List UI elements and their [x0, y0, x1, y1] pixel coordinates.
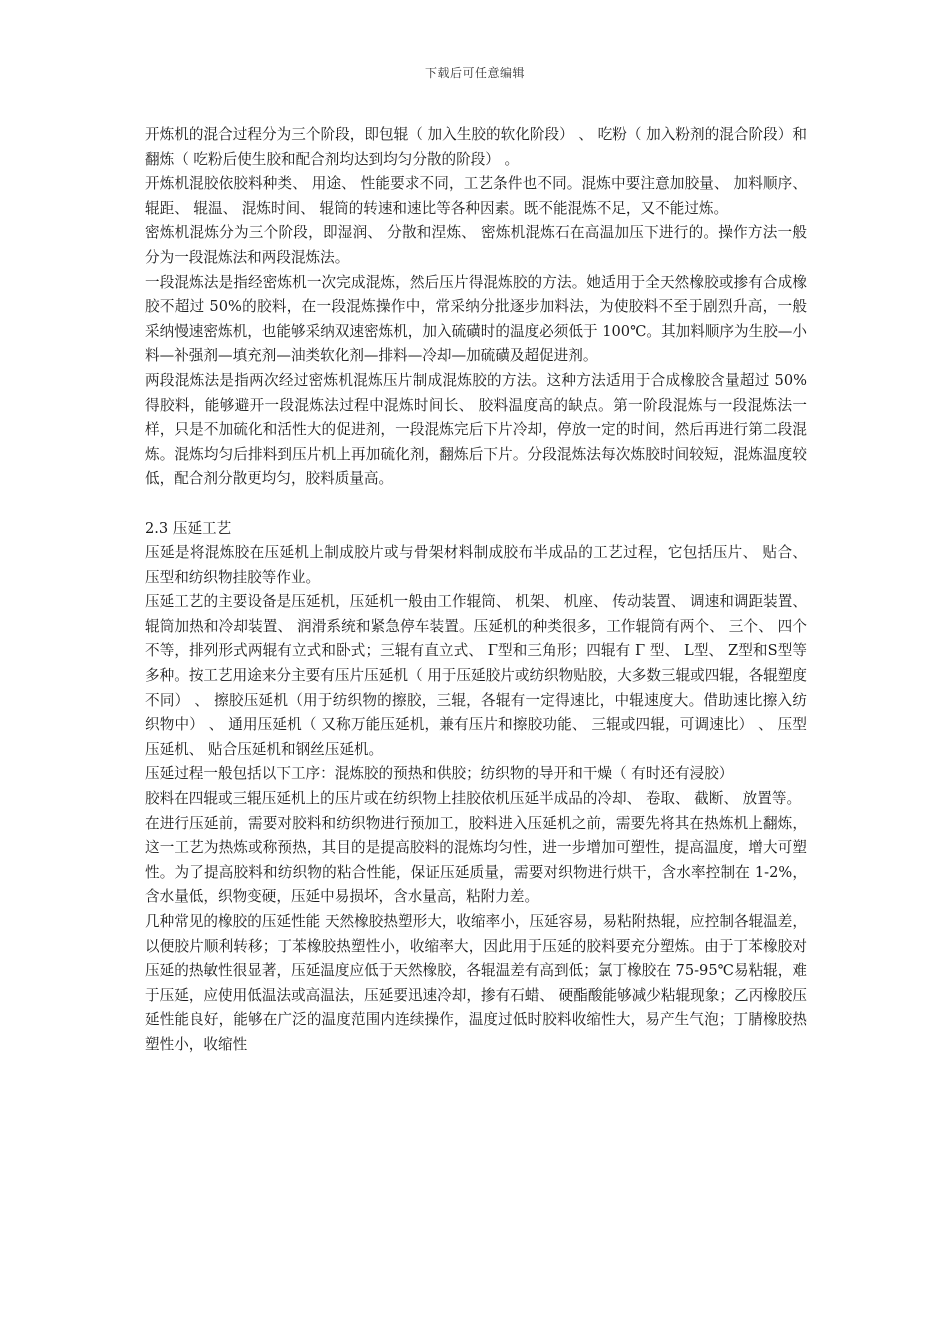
paragraph-two-stage-mixing: 两段混炼法是指两次经过密炼机混炼压片制成混炼胶的方法。这种方法适用于合成橡胶含量超过 50%得胶料，能够避开一段混炼法过程中混炼时间长、 胶料温度高的缺点。第一阶段混炼与一段混炼法一样，只是不加硫化和活性大的促进剂，一段混炼完后下片冷却，停放一定的时间，然后再进行第二段混炼。混炼均匀后排料到压片机上再加硫化剂，翻炼后下片。分段混炼法每次炼胶时间较短，混炼温度较低，配合剂分散更均匀，胶料质量高。 — [145, 371, 807, 488]
document-body — [145, 123, 807, 1058]
paragraph-calendering-process: 压延过程一般包括以下工序：混炼胶的预热和供胶；纺织物的导开和干燥（ 有时还有浸胶） — [145, 765, 734, 783]
paragraph-rubber-calendering-properties: 几种常见的橡胶的压延性能 天然橡胶热塑形大，收缩率小，压延容易，易粘附热辊，应控制各辊温差，以便胶片顺利转移；丁苯橡胶热塑性小，收缩率大，因此用于压延的胶料要充分塑炼。由于丁苯橡胶对压延的热敏性很显著，压延温度应低于天然橡胶，各辊温差有高到低；氯丁橡胶在 75-95℃易粘辊，难于压延，应使用低温法或高温法，压延要迅速冷却，掺有石蜡、 硬酯酸能够减少粘辊现象；乙丙橡胶压延性能良好，能够在广泛的温度范围内连续操作，温度过低时胶料收缩性大，易产生气泡；丁腈橡胶热塑性小，收缩性 — [145, 913, 807, 1053]
paragraph-calender-equipment: 压延工艺的主要设备是压延机，压延机一般由工作辊筒、 机架、 机座、 传动装置、 调速和调距装置、 辊筒加热和冷却装置、 润滑系统和紧急停车装置。压延机的种类很多，工作辊筒有两个、 三个、 四个不等，排列形式两辊有立式和卧式；三辊有直立式、 Γ型和三角形；四辊有 Γ 型、 L型、 Z型和S型等多种。按工艺用途来分主要有压片压延机（ 用于压延胶片或纺织物贴胶，大多数三辊或四辊，各辊塑度不同） 、 擦胶压延机（用于纺织物的擦胶，三辊，各辊有一定得速比，中辊速度大。借助速比擦入纺织物中） 、 通用压延机（ 又称万能压延机，兼有压片和擦胶功能、 三辊或四辊，可调速比） 、 压型压延机、 贴合压延机和钢丝压延机。 — [145, 593, 807, 758]
paragraph-open-mill-conditions: 开炼机混胶依胶料种类、 用途、 性能要求不同，工艺条件也不同。混炼中要注意加胶量、 加料顺序、 辊距、 辊温、 混炼时间、 辊筒的转速和速比等各种因素。既不能混炼不足，又不能过炼。 — [145, 175, 807, 217]
section-heading: 2.3 压延工艺 — [145, 519, 232, 537]
paragraph-calendering-definition: 压延是将混炼胶在压延机上制成胶片或与骨架材料制成胶布半成品的工艺过程，它包括压片、 贴合、 压型和纺织物挂胶等作业。 — [145, 544, 807, 586]
paragraph-pre-processing: 在进行压延前，需要对胶料和纺织物进行预加工，胶料进入压延机之前，需要先将其在热炼机上翻炼，这一工艺为热炼或称预热，其目的是提高胶料的混炼均匀性，进一步增加可塑性，提高温度，增大可塑性。为了提高胶料和纺织物的粘合性能，保证压延质量，需要对织物进行烘干，含水率控制在 1-2%，含水量低，织物变硬，压延中易损坏，含水量高，粘附力差。 — [145, 814, 807, 906]
paragraph-internal-mixer-stages: 密炼机混炼分为三个阶段，即湿润、 分散和涅炼、 密炼机混炼石在高温加压下进行的。操作方法一般分为一段混炼法和两段混炼法。 — [145, 224, 807, 266]
page-header: 下载后可任意编辑 — [424, 66, 525, 80]
paragraph-mixing-stages: 开炼机的混合过程分为三个阶段，即包辊（ 加入生胶的软化阶段） 、 吃粉（ 加入粉剂的混合阶段）和翻炼（ 吃粉后使生胶和配合剂均达到均匀分散的阶段） 。 — [145, 126, 807, 168]
paragraph-single-stage-mixing: 一段混炼法是指经密炼机一次完成混炼，然后压片得混炼胶的方法。她适用于全天然橡胶或掺有合成橡胶不超过 50%的胶料，在一段混炼操作中，常采纳分批逐步加料法，为使胶料不至于剧烈升高，一般采纳慢速密炼机，也能够采纳双速密炼机，加入硫磺时的温度必须低于 100℃。其加料顺序为生胶—小料—补强剂—填充剂—油类软化剂—排料—冷却—加硫磺及超促进剂。 — [145, 273, 807, 365]
paragraph-calendering-steps: 胶料在四辊或三辊压延机上的压片或在纺织物上挂胶依机压延半成品的冷却、 卷取、 截断、 放置等。 — [145, 790, 802, 808]
